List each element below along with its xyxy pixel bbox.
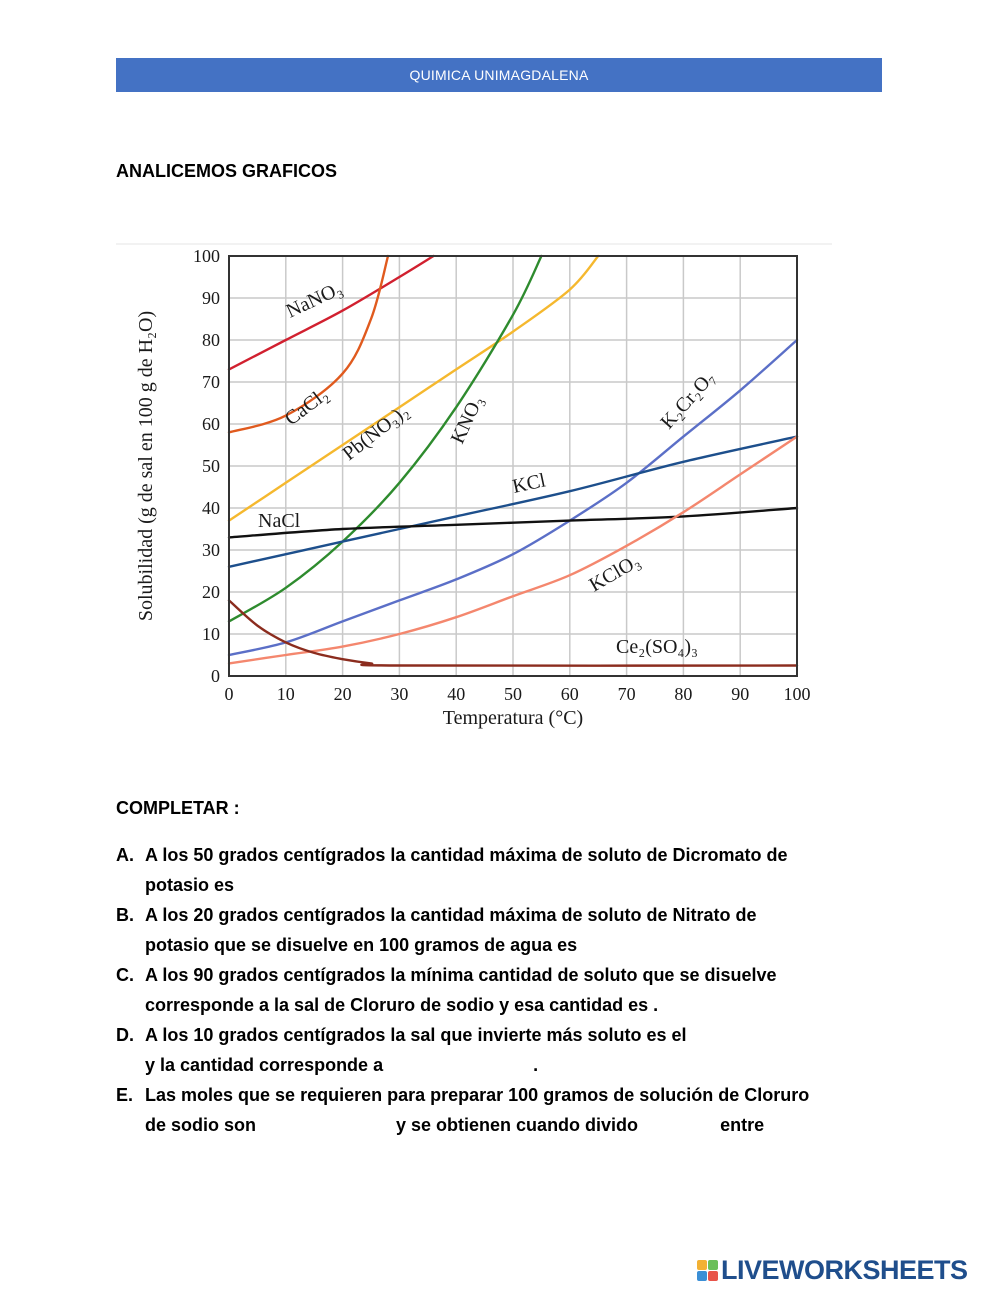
y-tick-label: 20 <box>202 582 220 602</box>
logo-cell <box>708 1271 718 1281</box>
x-tick-label: 100 <box>783 684 811 704</box>
question-letter: A. <box>116 845 134 865</box>
question-d-line1: A los 10 grados centígrados la sal que invierte más soluto es el <box>145 1025 687 1045</box>
question-e-text-a: de sodio son <box>145 1115 257 1135</box>
questions-list <box>116 840 886 1140</box>
y-tick-label: 70 <box>202 372 220 392</box>
logo-grid-icon <box>697 1260 718 1281</box>
x-tick-label: 90 <box>731 684 750 704</box>
label-nacl: NaCl <box>258 510 301 532</box>
question-c-line2: corresponde a la sal de Cloruro de sodio y esa cantidad es . <box>145 995 659 1015</box>
y-tick-label: 80 <box>202 330 220 350</box>
label-k2cr2o7: K₂Cr₂O₇ <box>656 366 720 434</box>
y-tick-label: 100 <box>193 246 220 266</box>
x-tick-label: 70 <box>617 684 636 704</box>
y-tick-label: 60 <box>202 414 220 434</box>
x-tick-label: 20 <box>333 684 352 704</box>
question-a-line1: A los 50 grados centígrados la cantidad máxima de soluto de Dicromato de <box>145 845 788 865</box>
question-letter: B. <box>116 905 134 925</box>
header-title: QUIMICA UNIMAGDALENA <box>409 67 589 83</box>
question-d-line2 <box>145 1050 886 1080</box>
x-tick-label: 10 <box>276 684 295 704</box>
label-kno3: KNO₃ <box>446 392 488 448</box>
question-d <box>116 1020 886 1080</box>
question-e-line1: Las moles que se requieren para preparar 100 gramos de solución de Cloruro <box>145 1085 810 1105</box>
logo-cell <box>708 1260 718 1270</box>
label-cacl2: CaCl₂ <box>280 383 333 430</box>
label-pbno32: Pb(NO₃)₂ <box>338 400 413 465</box>
y-tick-label: 90 <box>202 288 220 308</box>
x-tick-label: 40 <box>447 684 466 704</box>
x-tick-label: 80 <box>674 684 693 704</box>
y-axis-label: Solubilidad (g de sal en 100 g de H₂O) <box>135 310 157 622</box>
question-b-line2: potasio que se disuelve en 100 gramos de agua es <box>145 935 578 955</box>
question-c-line1: A los 90 grados centígrados la mínima cantidad de soluto que se disuelve <box>145 965 777 985</box>
solubility-chart-svg <box>116 240 832 740</box>
x-tick-label: 30 <box>390 684 409 704</box>
y-tick-label: 10 <box>202 624 220 644</box>
question-c <box>116 960 886 1020</box>
x-tick-label: 60 <box>560 684 579 704</box>
question-a-line2: potasio es <box>145 875 235 895</box>
logo-cell <box>697 1260 707 1270</box>
completar-title: COMPLETAR : <box>116 798 240 818</box>
label-nano3: NaNO₃ <box>282 277 346 323</box>
x-axis-label: Temperatura (°C) <box>442 707 584 729</box>
label-kclo3: KClO₃ <box>585 549 644 597</box>
label-ce2so43: Ce₂(SO₄)₃ <box>616 636 699 658</box>
document-header <box>116 58 882 92</box>
question-letter: C. <box>116 965 134 985</box>
question-a <box>116 840 886 900</box>
question-e-text-c: entre <box>720 1115 765 1135</box>
question-b <box>116 900 886 960</box>
x-tick-label: 50 <box>504 684 522 704</box>
logo-cell <box>697 1271 707 1281</box>
question-e-text-b: y se obtienen cuando divido <box>396 1115 639 1135</box>
question-letter: E. <box>116 1085 134 1105</box>
y-tick-label: 0 <box>211 666 220 686</box>
y-tick-label: 30 <box>202 540 220 560</box>
label-kcl: KCl <box>510 469 548 498</box>
liveworksheets-logo <box>697 1255 968 1285</box>
solubility-chart <box>116 240 832 740</box>
question-e <box>116 1080 886 1140</box>
x-tick-label: 0 <box>224 684 234 704</box>
question-letter: D. <box>116 1025 134 1045</box>
question-e-line2 <box>145 1110 886 1140</box>
y-tick-label: 40 <box>202 498 220 518</box>
question-d-text-b: . <box>533 1055 539 1075</box>
question-b-line1: A los 20 grados centígrados la cantidad máxima de soluto de Nitrato de <box>145 905 757 925</box>
y-tick-label: 50 <box>202 456 220 476</box>
section-title: ANALICEMOS GRAFICOS <box>116 161 338 181</box>
logo-text: LIVEWORKSHEETS <box>721 1254 968 1285</box>
question-d-text-a: y la cantidad corresponde a <box>145 1055 384 1075</box>
